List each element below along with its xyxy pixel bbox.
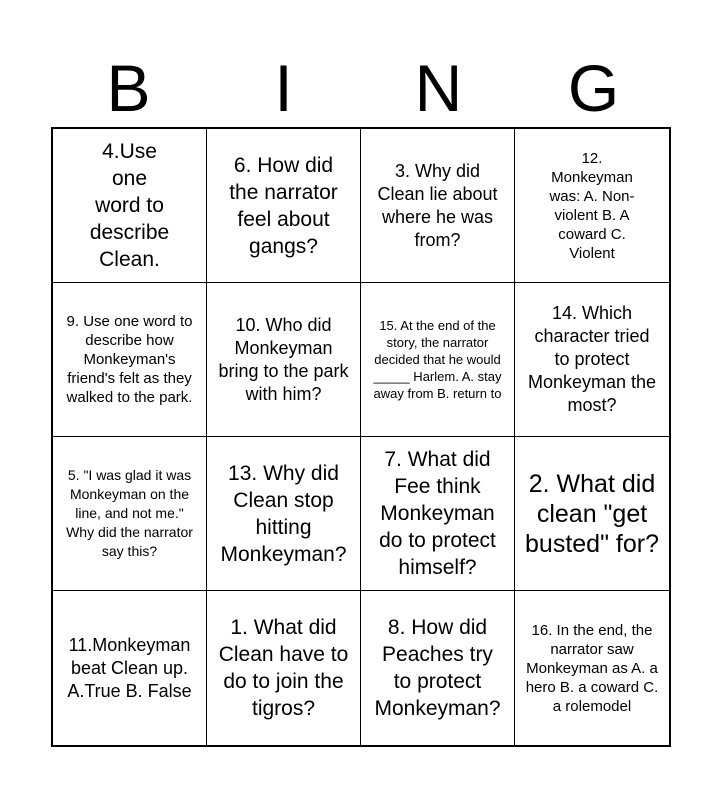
header-letter-g: G <box>567 51 620 125</box>
bingo-cell-r1-c4[interactable] <box>515 129 669 283</box>
bingo-cell-text: 2. What did clean "get busted" for? <box>525 469 659 558</box>
bingo-cell-text: 7. What did Fee think Monkeyman do to protect himself? <box>379 448 496 579</box>
bingo-cell-text: 15. At the end of the story, the narrator decided that he would _____ Harlem. A. stay away from B. return to <box>373 318 502 401</box>
bingo-cell-text: 4.Use one word to describe Clean. <box>89 140 170 271</box>
bingo-cell-text: 11.Monkeyman beat Clean up. A.True B. False <box>67 634 192 701</box>
bingo-cell-r4-c3[interactable] <box>361 591 515 745</box>
bingo-cell-r1-c1[interactable] <box>53 129 207 283</box>
bingo-cell-text: 10. Who did Monkeyman bring to the park with him? <box>218 314 349 404</box>
header-letter-i: I <box>274 51 293 125</box>
bingo-header <box>51 48 671 128</box>
bingo-cell-r2-c3[interactable] <box>361 283 515 437</box>
bingo-cell-r4-c2[interactable] <box>207 591 361 745</box>
bingo-board <box>51 127 671 747</box>
bingo-cell-text: 1. What did Clean have to do to join the tigros? <box>218 616 349 720</box>
bingo-cell-r4-c4[interactable] <box>515 591 669 745</box>
bingo-cell-text: 3. Why did Clean lie about where he was from? <box>377 160 498 250</box>
bingo-cell-text: 5. "I was glad it was Monkeyman on the line, and not me." Why did the narrator say this? <box>66 467 193 559</box>
bingo-cell-r3-c4[interactable] <box>515 437 669 591</box>
bingo-cell-text: 13. Why did Clean stop hitting Monkeyman? <box>220 461 347 566</box>
header-letter-n: N <box>414 51 463 125</box>
bingo-cell-text: 9. Use one word to describe how Monkeyman's friend's felt as they walked to the park. <box>66 313 193 406</box>
bingo-cell-r2-c2[interactable] <box>207 283 361 437</box>
header-letter-b: B <box>106 51 151 125</box>
bingo-cell-r1-c2[interactable] <box>207 129 361 283</box>
bingo-cell-text: 8. How did Peaches try to protect Monkeyman? <box>374 616 501 720</box>
bingo-cell-text: 14. Which character tried to protect Monkeyman the most? <box>527 303 657 415</box>
bingo-cell-r3-c3[interactable] <box>361 437 515 591</box>
bingo-cell-r3-c1[interactable] <box>53 437 207 591</box>
bingo-cell-r3-c2[interactable] <box>207 437 361 591</box>
bingo-cell-text: 12. Monkeyman was: A. Non-violent B. A coward C. Violent <box>549 149 635 262</box>
bingo-cell-text: 16. In the end, the narrator saw Monkeyman as A. a hero B. a coward C. a rolemodel <box>525 621 659 715</box>
bingo-cell-r2-c4[interactable] <box>515 283 669 437</box>
bingo-cell-r2-c1[interactable] <box>53 283 207 437</box>
bingo-cell-text: 6. How did the narrator feel about gangs? <box>229 153 338 258</box>
bingo-cell-r1-c3[interactable] <box>361 129 515 283</box>
bingo-cell-r4-c1[interactable] <box>53 591 207 745</box>
